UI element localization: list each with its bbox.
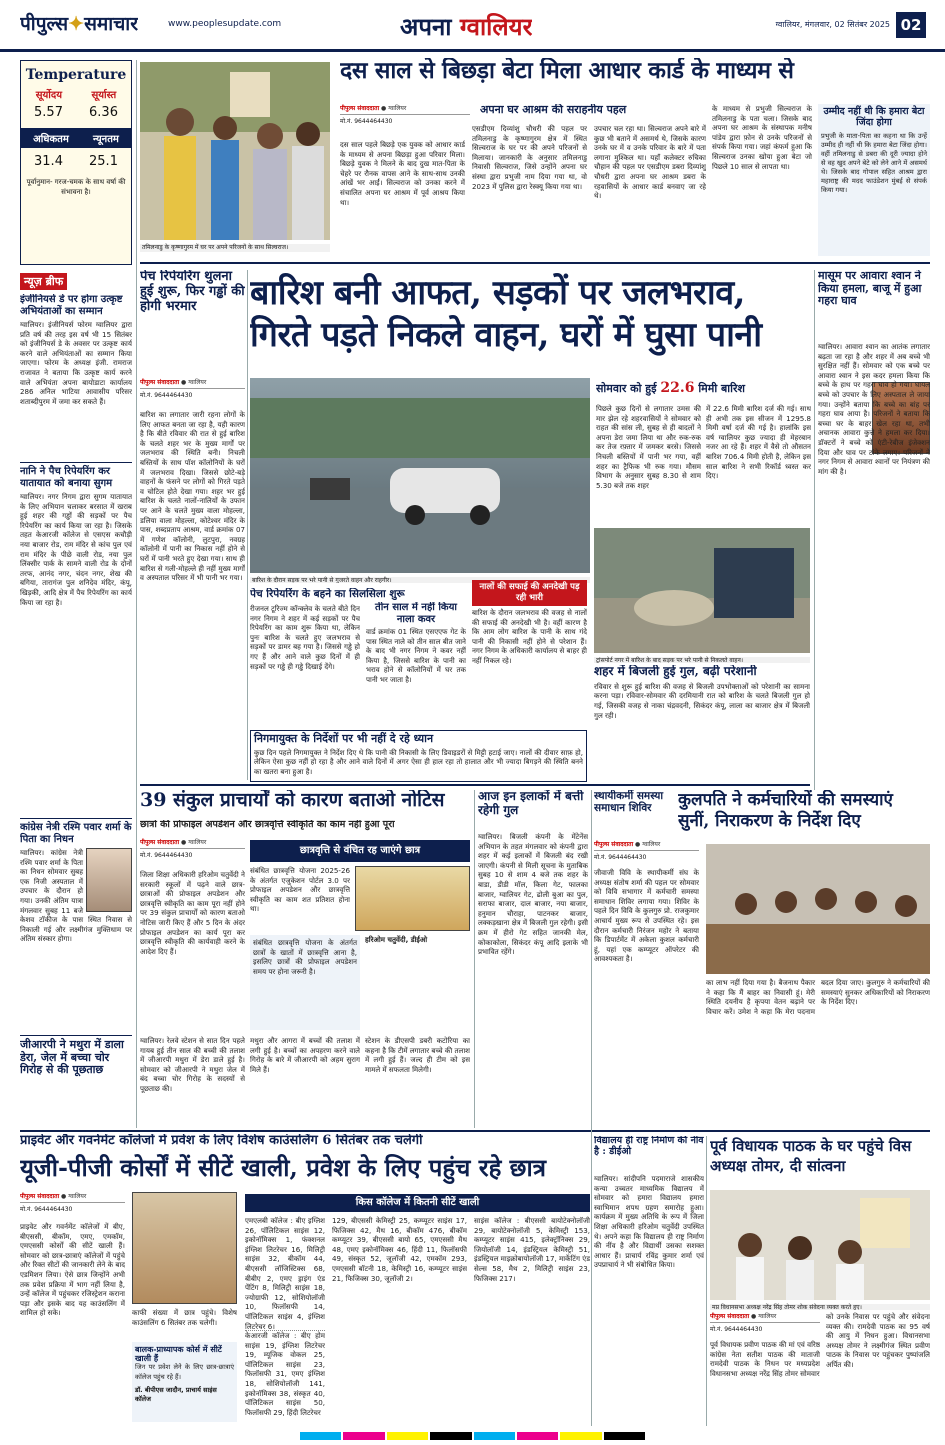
inspect-body: कुछ दिन पहले निगमायुक्त ने निर्देश दिए थे कि पानी की निकासी के लिए डिवाइडरों से मिट्टी हटाई जाए। नालों की दीवार साफ़ हो, लेकिन ऐसा कुछ नहीं हो रहा है और आने वाले दिनों में अगर ऐसा ही हाल रहा तो हालात और भी ज्यादा बिगड़ने की स्थिति बनने का खतरा बना हुआ है। <box>254 747 583 776</box>
notice-head: 39 संकुल प्राचार्यों को कारण बताओ नोटिस <box>140 790 445 811</box>
sunset-time: 6.36 <box>89 105 118 120</box>
lead-side-body: प्रभुजी के माता-पिता का कहना था कि उन्हें उम्मीद ही नहीं थी कि हमारा बेटा जिंदा होगा। वहीं तमिलनाडु से डबरा की दूरी ज्यादा होने से वह खुद अपने बेटे को लेने आने में असमर्थ थे। जिसके बाद गोपाल सहित आश्रम द्वारा महाराष्ट्र की मदद फाउंडेशन मुंबई से संपर्क किया गया। <box>821 131 927 194</box>
min-temp: 25.1 <box>89 154 118 169</box>
rain-col-c-tag: नालों की सफाई की अनदेखी पड़ रही भारी <box>472 580 587 606</box>
col-rule-1 <box>136 60 137 1128</box>
sunset-label: सूर्यास्त <box>91 90 117 101</box>
rain-photo-2 <box>594 528 810 663</box>
lead-sidebar <box>818 104 930 256</box>
divider-3 <box>20 1130 930 1132</box>
college-box-c: 129, बीएससी केमिस्ट्री 25, कम्प्यूटर साइंस 17, फिजिक्स 42, मैथ 16, बीकॉम 476, बीकॉम कम्प्यूटर 39, बीएससी बायो 65, एमएससी मैथ 48, एमए इकोनॉमिक्स 46, हिंदी 11, फिलॉसफी 49, संस्कृत 52, जूलॉजी 42, एमकॉम 293, एमएससी बॉटनी 18, केमिस्ट्री 16, कम्प्यूटर साइंस 21, फिजिक्स 30, जूलॉजी 2। <box>332 1216 467 1283</box>
inspect-head: निगमायुक्त के निर्देशों पर भी नहीं दे रहे ध्यान <box>254 732 434 745</box>
col-rule-5 <box>591 790 592 1426</box>
notice-body: जिला शिक्षा अधिकारी हरिओम चतुर्वेदी ने सरकारी स्कूलों में पढ़ने वाले छात्र-छात्राओं की प्रोफाइल अपडेशन और छात्रवृत्ति स्वीकृति का काम पूरा नहीं होने पर 39 संकुल प्राचार्यों को कारण बताओ नोटिस जारी किए हैं और 5 दिन के अंदर प्रोफाइल अपडेशन का कार्य पूरा कर छात्रवृत्ति स्वीकृति की कार्यवाही करने के आदेश दिए हैं। <box>140 870 245 956</box>
power-box <box>594 665 810 780</box>
lead-mobile: मो.नं. 9644464430 <box>340 118 393 125</box>
college-head: यूजी-पीजी कोर्सों में सीटें खाली, प्रवेश के लिए पहुंच रहे छात्र <box>20 1154 546 1182</box>
camp-mobile: मो.नं. 9644464430 <box>594 854 647 861</box>
condolence-head-wrap <box>710 1136 930 1186</box>
site-url[interactable]: www.peoplesupdate.com <box>168 19 282 29</box>
col-rule-6 <box>706 1136 707 1426</box>
college-quote-by: डॉ. बीपीएस जादौन, प्राचार्य साइंस कॉलेज <box>135 1385 217 1403</box>
notice-ribbon: छात्रवृत्ति से वंचित रह जाएंगे छात्र <box>250 840 470 862</box>
weather-box <box>20 60 132 265</box>
sunrise-label: सूर्योदय <box>35 90 62 101</box>
lead-col-1: दस साल पहले बिछड़े एक युवक को आधार कार्ड के माध्यम से अपना बिछड़ा हुआ परिवार मिला। बिछड़े युवक ने मिलने के बाद दुख मात-पिता के चेहरे पर रौनक वापस आने के साथ-साथ उनकी आंखें भर आईं। सिल्वराज को उनका करने में संचालित अपना घर आश्रम में पूर्व आश्रय किया था। <box>340 140 465 207</box>
college-quote-body: जिन पर प्रवेश लेने के लिए छात्र-छात्राएं कॉलेज पहुंच रहे हैं। <box>135 1363 234 1381</box>
college-byline-city: ग्वालियर <box>68 1193 87 1200</box>
notice-sub-wrap <box>140 820 470 834</box>
condolence-caption: मप्र विधानसभा अध्यक्ष नरेंद्र सिंह तोमर शोक संवेदना व्यक्त करते हुए। <box>710 1304 930 1310</box>
rain-photo-caption: बारिश के दौरान सड़क पर भरे पानी से गुजरते वाहन और राहगीर। <box>250 577 590 583</box>
college-head-wrap <box>20 1154 590 1190</box>
notice-body-2 <box>365 935 470 1030</box>
camp-byline-city: ग्वालियर <box>642 841 661 848</box>
section-title: अपना ग्वालियर <box>400 12 533 41</box>
patch-byline-name: पीपुल्स संवाददाता <box>140 379 180 386</box>
condolence-byline: पीपुल्स संवाददाता ● ग्वालियर मो.नं. 9644464430 <box>710 1312 820 1338</box>
camp-body: जीवाजी विवि के स्थायीकर्मी संघ के अध्यक्ष संतोष शर्मा की पहल पर सोमवार को विवि सभागार में कर्मचारी समस्या समाधान शिविर लगाया गया। शिविर के पहले दिन विवि के कुलगुरु प्रो. राजकुमार आचार्य मुख्य रूप से उपस्थित रहे। इस दौरान कर्मचारी निरंजन महोर ने बताया कि डिपार्टमेंट में अकेला कुशल कर्मचारी हूं, यहां एक कम्प्यूटर ऑपरेटर की आवश्यकता है। <box>594 868 699 964</box>
notice-illustration <box>355 866 470 931</box>
notice-head-wrap <box>140 790 470 818</box>
outage-head-wrap <box>478 790 588 830</box>
college-box-head: किस कॉलेज में कितनी सीटें खाली <box>245 1194 590 1212</box>
patch-byline: पीपुल्स संवाददाता ● ग्वालियर मो.नं. 9644464430 <box>140 378 245 408</box>
college-mobile: मो.नं. 9644464430 <box>20 1206 73 1213</box>
dateline: ग्वालियर, मंगलवार, 02 सितंबर 2025 <box>775 20 890 29</box>
patch-head: पेच रिपेयरिंग थुलना हुई शुरू, फिर गड्ढों की होगी भरमार <box>140 270 245 314</box>
attack-body: ग्वालियर। आवारा श्वान का आतंक लगातार बढ़ता जा रहा है और शहर में अब बच्चे भी सुरक्षित नहीं हैं। सोमवार को एक बच्चे पर आवारा श्वान ने इस कदर हमला किया कि बच्चे के हाथ पर गहरा घाव हो गया। घायल बच्चे को उपचार के लिए अस्पताल ले जाया गया। उन्होंने बताया कि बच्चे का बांह पर गहरा घाव आया है। परिजनों ने बताया कि बच्चा घर के बाहर खेल रहा था, तभी अचानक आवारा कुत्ते ने हमला कर दिया। डॉक्टरों ने बच्चे को एंटी-रेबीज इंजेक्शन दिया और घाव पर टांके लगाए। परिजनों ने नगर निगम से आवारा श्वानों पर नियंत्रण की मांग की है। <box>818 342 930 476</box>
brief-item-1 <box>20 294 132 469</box>
condolence-mobile: मो.नं. 9644464430 <box>710 1326 763 1333</box>
rain-headline: बारिश बनी आफत, सड़कों पर जलभराव, गिरते पड़ते निकले वाहन, घरों में घुसा पानी <box>250 273 762 355</box>
rain-stat-value: 22.6 <box>660 380 695 396</box>
lead-col-3: उपचार चल रहा था। सिल्वराज अपने बारे में कुछ भी बताने में असमर्थ थे, जिसके कारण उनके घर में व उनके परिवार के बारे में पता लगाना मुश्किल था। यहाँ कलेक्टर रुचिका चौहान की पहल पर एसडीएम डबरा दिव्यांशु चौधरी द्वारा अपना घर आश्रम डबरा के रहवासियों के आधार कार्ड बनवाए जा रहे थे। <box>594 124 706 201</box>
college-quote <box>132 1342 237 1422</box>
forecast-text: पूर्वानुमान- गरज-चमक के साथ वर्षा की संभावना है। <box>26 178 126 196</box>
college-col-tail: काफी संख्या में छात्र पहुंचे। विशेष काउंसलिंग 6 सितंबर तक चलेगी। <box>132 1308 237 1327</box>
school-head-wrap <box>594 1136 704 1172</box>
lead-headline-wrap <box>340 58 930 98</box>
rain-photo-image <box>250 378 590 573</box>
brief-4-head: जीआरपी ने मथुरा में डाला डेरा, जेल में बच्चा चोर गिरोह से की पूछताछ <box>20 1038 124 1077</box>
grp-body-1: ग्वालियर। रेलवे स्टेशन से सात दिन पहले गायब हुई तीन साल की बच्ची की तलाश में जीआरपी मथुरा में डेरा डाले हुई है। सोमवार को जीआरपी ने मथुरा जेल में बंद बच्चा चोर गिरोह के सदस्यों से पूछताछ की। <box>140 1036 245 1093</box>
lead-col-4: के माध्यम से प्रभुजी सिल्वराज के तमिलनाडु के पता चला। जिसके बाद अपना घर आश्रम के संस्थापक मनीष पांडेय द्वारा फ़ोन से उनके परिजनों से संपर्क किया गया। जहां कंफर्म हुआ कि सिल्वराज उनका खोया हुआ बेटा जो पिछले 10 साल से लापता था। <box>712 104 812 171</box>
vc-head-wrap <box>678 790 930 840</box>
outage-body: ग्वालियर। बिजली कंपनी के मेंटेनेंस अभियान के तहत मंगलवार को कंपनी द्वारा शहर में कई इलाकों में बिजली बंद रखी जाएगी। कंपनी से मिली सूचना के मुताबिक सुबह 10 से शाम 4 बजे तक शहर के बाडा, डीडी मॉल, किला गेट, फालका बाजार, ग्वालियर गेट, ढोली बुआ का पुल, सराफा बाजार, दाल बाजार, नया बाजार, हनुमान चौराहा, पाटनकर बाजार, लक्कड़खाना क्षेत्र में बिजली गुल रहेगी। इसी क्रम में हीरो गेट सहित जानकी मेल, कोकाकोला, सिकंदर कंपू आदि इलाके भी प्रभावित रहेंगे। <box>478 832 588 957</box>
rain-stat <box>596 380 811 402</box>
rain-col-b <box>366 602 466 724</box>
outage-head: आज इन इलाकों में बत्ती रहेगी गुल <box>478 790 584 817</box>
rain-photo-2-caption: ट्रांसपोर्ट नगर में बारिश के बाद सड़क पर भरे पानी से निकलते वाहन। <box>594 657 810 663</box>
notice-quote-by: हरिओम चतुर्वेदी, डीईओ <box>365 935 428 944</box>
vc-body: का लाभ नहीं दिया गया है। बैजनाथ पैकार ने कहा कि मैं बाहर का निवासी हूं। मेरी स्थिति दयनीय है कृपया वेतन बढ़ाने पर विचार करें। उमेश ने कहा कि मेरा पदनाम बदल दिया जाए। कुलगुरु ने कर्मचारियों की समस्याएं सुनकर अधिकारियों को निराकरण के निर्देश दिए। <box>706 978 930 1016</box>
lead-byline-city: ग्वालियर <box>388 105 407 112</box>
brief-3-head: कांग्रेस नेत्री रश्मि पवार शर्मा के पिता का निधन <box>20 822 132 845</box>
vc-photo-image <box>706 844 930 974</box>
divider-1 <box>140 262 930 264</box>
rain-sub-head: पेच रिपेयरिंग के बहने का सिलसिला शुरू <box>250 588 405 600</box>
condolence-byline-city: ग्वालियर <box>758 1313 777 1320</box>
inspect-box <box>250 730 587 782</box>
rain-col-a: रीजनल टूरिज्म कॉन्क्लेव के चलते बीते दिन नगर निगम ने शहर में कई सड़कों पर पैच रिपेयरिंग का काम शुरू किया था, लेकिन पुनः बारिश के चलते हुए जलभराव से सड़कों पर डामर बह गया है। जिससे गड्ढे हो गए हैं और आने वाले कुछ दिनों में ही सड़कों पर गड्ढे ही गड्ढे दिखाई देंगे। <box>250 604 360 671</box>
notice-byline-name: पीपुल्स संवाददाता <box>140 839 180 846</box>
lead-photo <box>140 62 330 252</box>
max-label: अधिकतम <box>33 134 69 145</box>
college-kicker-wrap <box>20 1134 590 1154</box>
grp-body-2: मथुरा और आगरा में बच्चों की तलाश में लगी हुई है। बच्चों का अपहरण करने वाले गिरोह के बारे में जीआरपी को अहम सुराग मिले हैं। <box>250 1036 360 1074</box>
condolence-photo-image <box>710 1190 930 1300</box>
lead-caption: तमिलनाडु के कृष्णागुरम में घर पर अपने परिजनों के साथ सिल्वराज। <box>140 244 330 252</box>
college-byline-name: पीपुल्स संवाददाता <box>20 1193 60 1200</box>
condolence-photo <box>710 1190 930 1310</box>
college-quote-head: बालक-प्राध्यापक कोर्स में सीटें खाली हैं <box>135 1344 222 1364</box>
rain-stat-pre: सोमवार को हुई <box>596 382 657 395</box>
col-rule-4 <box>474 790 475 1128</box>
rain-col-c <box>472 580 587 726</box>
brief-2-head: नानि ने पैच रिपेयरिंग कर यातायात को बनाया सुगम <box>20 466 113 489</box>
camp-head-wrap <box>594 790 674 840</box>
condolence-head: पूर्व विधायक पाठक के घर पहुंचे विस अध्यक्ष तोमर, दी सांत्वना <box>710 1137 912 1175</box>
sunrise-time: 5.57 <box>34 105 63 120</box>
college-body: प्राइवेट और गवर्नमेंट कॉलेजों में बीए, बीएससी, बीकॉम, एमए, एमकॉम, एमएससी कोर्सों की सीटें खाली हैं। सोमवार को छात्र-छात्राएं कॉलेजों में पहुंचे और रिक्त सीटों की जानकारी लेने के बाद एडमिशन लिया। ऐसे छात्र जिन्होंने अभी तक प्रवेश प्रक्रिया में भाग नहीं लिया है, उन्हें कॉलेज में पहुंचकर रजिस्ट्रेशन कराना पड़ा और इसके बाद यह काउंसलिंग में शामिल हो सके। <box>20 1222 125 1318</box>
brief-item-2 <box>20 462 132 817</box>
condolence-body-2: को उनके निवास पर पहुंचे और संवेदना व्यक्त की। रामदेवी पाठक का 95 वर्ष की आयु में निधन हुआ। विधानसभा अध्यक्ष तोमर ने लक्ष्मीगंज स्थित प्रवीण पाठक के निवास पर पहुंचकर पुष्पांजलि अर्पित की। <box>826 1312 930 1369</box>
rain-stat-body: पिछले कुछ दिनों से लगातार उमस की मार झेल रहे शहरवासियों ने सोमवार को राहत की सांस ली, सुबह से ही बादलों ने अपना डेरा जमा लिया था और रुक-रुक कर तेज रफ़्तार में जमकर बरसे। जिससे निचली बस्तियों में पानी भर गया, वहीं शहर का ट्रैफिक भी रुक गया। मौसम विभाग के अनुसार सुबह 8.30 से शाम 5.30 बजे तक शहर <box>596 404 701 490</box>
college-box-b: केआरजी कॉलेज : बीए होम साइंस 19, इंग्लिश लिटरेचर 19, म्यूजिक वोकल 25, पॉलिटिकल साइंस 23, फिलॉसफी 31, एमए इंग्लिश 18, सोशियोलॉजी 141, इकोनॉमिक्स 38, संस्कृत 40, पॉलिटिकल साइंस 50, फिलॉसफी 29, हिंदी लिटरेचर <box>245 1330 325 1426</box>
brand-logo: पीपुल्स✦समाचार <box>20 13 138 35</box>
rain-stat-body-2: में 22.6 मिमी बारिश दर्ज की गई। साथ ही अभी तक इस सीजन में 1295.8 मिमी वर्षा दर्ज की गई है। हालांकि इस वर्ष ग्वालियर कुछ ज्यादा ही मेहरबान नजर आ रहे हैं। शहर में वैसे तो औसतन बारिश 706.4 मिमी होती है, लेकिन इस साल बारिश ने सभी रिकॉर्ड ध्वस्त कर दिए। <box>706 404 811 481</box>
obit-photo <box>86 848 132 912</box>
lead-photo-image <box>140 62 330 240</box>
rain-sub-head-wrap <box>250 588 460 600</box>
vc-photo <box>706 844 930 974</box>
notice-quote-body: संबंधित छात्रवृत्ति योजना के अंतर्गत छात्रों के खातों में छात्रवृत्ति आना है, इसलिए छात्रों की प्रोफाइल अपडेशन समय पर होना जरूरी है। <box>253 938 357 976</box>
divider-2 <box>140 784 810 786</box>
rain-col-b-body: वार्ड क्रमांक 01 स्थित एसएएफ गेट के पास स्थित नाले को तीन साल बीत जाने के बाद भी नगर निगम ने कवर नहीं किया है, जिससे बारिश के पानी का भराव होने से कॉलोनियों में घर तक पानी भर जाता है। <box>366 627 466 684</box>
power-body: रविवार से शुरू हुई बारिश की वजह से बिजली उपभोक्ताओं को परेशानी का सामना करना पड़ा। रविवार-सोमवार की दरमियानी रात को बारिश के चलते बिजली गुल हो गई, जिसकी वजह से नाका चंद्रवदनी, सिकंदर कंपू, लाला का बाजार क्षेत्र में बिजली गुल रही। <box>594 681 810 720</box>
rain-col-b-head: तीन साल में नहीं किया नाला कवर <box>375 602 457 625</box>
school-head: विद्यालय ही राष्ट्र निर्माण की नींव है : डीईओ <box>594 1136 704 1157</box>
col-rule-3 <box>814 270 815 790</box>
notice-byline-city: ग्वालियर <box>188 839 207 846</box>
brief-2-body: ग्वालियर। नगर निगम द्वारा सुगम यातायात के लिए अभियान चलाकर बरसात में खराब हुई शहर की गड्ढों की सड़कों पर पैच रिपेयरिंग का कार्य किया जा रहा है। जिसके तहत केआरजी कॉलेज से एसएस कचौड़ी नया बाजार रोड, राम मंदिर से कांच पुल एवं राम मंदिर के पीछे वाली रोड, नया पुल लिंक्सीर पार्क के सामने वाली रोड के दोनों तरफ, आनंद नगर, चंदन नगर, शेख की बगिया, तारागंज पुल शनिदेव मंदिर, कंपू, खिड़की, आदि क्षेत्र में पैच रिपेयरिंग का कार्य किया जा रहा है। <box>20 492 132 607</box>
patch-body-1: बारिश का लगातार जारी रहना लोगों के लिए आफत बनता जा रहा है, यही कारण है कि बीते रविवार की रात से हुई बारिश के चलते शहर भर के मुख्य मार्गों पर जलभराव की स्थिति बनी। निचली बस्तियों के साथ पॉश कॉलोनियों के घरों में जलभराव दिखा। जिससे छोटे-बड़े वाहनों के फंसने पर लोगों को गिरते पड़ते व चोटिल होते देखा गया। शहर भर हुई बारिश के चलते नालों-नालियों के उफान पर आने के चलते मुख्य वाला मोहल्ला, डलिया वाला मोहल्ला, कोटेश्वर मंदिर के पास, शब्दप्रताप आश्रम, वार्ड क्रमांक 07 में गणेश कॉलोनी, लुटपुरा, नवग्रह कॉलोनी में पानी का निकास नहीं होने से घरों में पानी भरते हुए देखा गया। साथ ही बारिश से गली-मोहल्ले ही नहीं मुख्य मार्गों व अस्पताल परिसर में भी पानी भर गया। <box>140 410 245 583</box>
color-bar <box>300 1432 645 1440</box>
lead-byline-name: पीपुल्स संवाददाता <box>340 105 380 112</box>
max-temp: 31.4 <box>34 154 63 169</box>
notice-mobile: मो.नं. 9644464430 <box>140 852 193 859</box>
rain-col-c-body: बारिश के दौरान जलभराव की वजह से नालों की सफाई की अनदेखी भी है। वहीं कारण है कि आम लोग बारिश के पानी के साथ गंदे पानी की निकासी नहीं होने से परेशान हैं। नगर निगम के अधिकारी कार्यालय से बाहर ही नहीं निकल रहे। <box>472 608 587 665</box>
brief-item-3 <box>20 818 132 1030</box>
brief-1-body: ग्वालियर। इंजीनियर्स फोरम ग्वालियर द्वारा प्रति वर्ष की तरह इस वर्ष भी 15 सितंबर को इंजीनियर्स डे के अवसर पर उत्कृष्ट कार्य करने वाले अभियंताओं का सम्मान किया जाएगा। फोरम के अध्यक्ष इंजी. रामराज राजावत ने बताया कि उत्कृष्ट कार्य करने वाले अभियंता अपना बायोडाटा कार्यालय 286 अनिल भाटिया आवासीय परिसर शताब्दीपुरम में जमा कर सकते हैं। <box>20 320 132 406</box>
camp-byline-name: पीपुल्स संवाददाता <box>594 841 634 848</box>
attack-head: मासूम पर आवारा श्वान ने किया हमला, बाजू में हुआ गहरा घाव <box>818 270 922 308</box>
lead-subhead: अपना घर आश्रम की सराहनीय पहल <box>480 104 627 116</box>
rain-headline-wrap <box>250 272 810 372</box>
notice-byline: पीपुल्स संवाददाता ● ग्वालियर मो.नं. 9644464430 <box>140 838 245 866</box>
camp-byline: पीपुल्स संवाददाता ● ग्वालियर मो.नं. 9644464430 <box>594 840 699 866</box>
attack-head-wrap <box>818 270 930 340</box>
brief-item-4 <box>20 1035 132 1120</box>
rain-photo <box>250 378 590 583</box>
camp-head: स्थायीकर्मी समस्या समाधान शिविर <box>594 790 664 815</box>
brief-3-body: ग्वालियर। कांग्रेस नेत्री रश्मि पवार शर्मा के पिता का निधन सोमवार सुबह एक निजी अस्पताल में उपचार के दौरान हो गया। उनकी अंतिम यात्रा मंगलवार सुबह 11 बजे केशव टॉकीज के पास स्थित निवास से निकाली गई और लक्ष्मीगंज मुक्तिधाम पर अंतिम संस्कार होगा। <box>20 848 132 944</box>
lead-side-head: उम्मीद नहीं थी कि हमारा बेटा जिंदा होगा <box>823 106 925 128</box>
college-byline: पीपुल्स संवाददाता ● ग्वालियर मो.नं. 9644464430 <box>20 1192 125 1218</box>
notice-sub: छात्रों की प्रोफाइल अपडेशन और छात्रवृत्ति स्वीकृति का काम नहीं हुआ पूरा <box>140 820 395 830</box>
grp-body-3: स्टेशन के डीएसपी डबरी कटोरिया का कहना है कि टीमें लगातार बच्चे की तलाश में लगी हुई हैं। जल्द ही टीम को इस मामले में सफलता मिलेगी। <box>365 1036 470 1074</box>
notice-box-text: संबंधित छात्रवृत्ति योजना 2025-26 के अंतर्गत एजुकेशन पोर्टल 3.0 पर प्रोफाइल अपडेशन और छात्रवृत्ति स्वीकृति का काम शत प्रतिशत होना था। <box>250 866 350 914</box>
college-photo <box>132 1192 237 1304</box>
college-box-a: एमएलबी कॉलेज : बीए इग्लिश 26, पॉलिटिकल साइंस 12, इकोनॉमिक्स 1, फंक्शनल इंग्लिश लिटरेचर 16, मिलिट्री साइंस 32, बीकॉम 44, बीएससी लॉजिस्टिक्स 68, बीबीए 2, एमए ड्राइंग एंड पेंटिंग 8, मिलिट्री साइंस 18, ज्योग्राफी 12, सोशियोलॉजी 10, फिलॉसफी 14, पॉलिटिकल साइंस 4, इंग्लिश लिटरेचर 6। <box>245 1216 325 1331</box>
lead-subhead-wrap <box>480 104 700 122</box>
notice-quote <box>250 935 360 1030</box>
min-label: न्यूनतम <box>92 134 119 145</box>
patch-head-wrap <box>140 270 245 370</box>
college-box-d: साइंस कॉलेज : बीएससी बायोटेक्नोलॉजी 29, बायोटेक्नोलॉजी 5, केमिस्ट्री 153, कम्प्यूटर साइंस 415, इलेक्ट्रॉनिक्स 29, जियोलॉजी 14, इंडस्ट्रियल केमिस्ट्री 51, इंडस्ट्रियल माइक्रोबायोलॉजी 17, मार्केटिंग एंड सेल्स 58, मैथ 2, मिलिट्री साइंस 23, फिजिक्स 217। <box>474 1216 590 1283</box>
condolence-body: पूर्व विधायक प्रवीण पाठक की मां एवं वरिष्ठ कांग्रेस नेता सतीश पाठक की माताजी रामदेवी पाठक के निधन पर मध्यप्रदेश विधानसभा अध्यक्ष नरेंद्र सिंह तोमर सोमवार <box>710 1340 820 1378</box>
lead-byline: पीपुल्स संवाददाता ● ग्वालियर मो.नं. 9644464430 <box>340 104 470 139</box>
school-body: ग्वालियर। सांदीपनि पदमाराजे शासकीय कन्या उच्चतर माध्यमिक विद्यालय में सोमवार को हमारा विद्यालय हमारा स्वाभिमान शपथ ग्रहण समारोह हुआ। कार्यक्रम में मुख्य अतिथि के रूप में जिला शिक्षा अधिकारी हरिओम चतुर्वेदी उपस्थित थे। अपने कहा कि विद्यालय ही राष्ट्र निर्माण की नींव है और विद्यार्थी उसका सशक्त आधार हैं। प्राचार्य रविंद्र कुमार शर्मा एवं उपप्राचार्य ने भी संबोधित किया। <box>594 1174 704 1270</box>
college-kicker: प्राइवेट और गवर्नमेंट कॉलेजों में प्रवेश के लिए विशेष काउंसलिंग 6 सितंबर तक चलेगी <box>20 1134 423 1148</box>
brief-1-head: इंजीनियर्स डे पर होगा उत्कृष्ट अभियंताओं का सम्मान <box>20 294 123 317</box>
condolence-byline-name: पीपुल्स संवाददाता <box>710 1313 750 1320</box>
weather-title: Temperature <box>25 67 127 83</box>
rain-photo-2-image <box>594 528 810 653</box>
power-head: शहर में बिजली हुई गुल, बढ़ी परेशानी <box>594 665 757 678</box>
brief-label: न्यूज़ ब्रीफ <box>20 273 67 290</box>
lead-col-2: एसडीएम दिव्यांशु चौधरी की पहल पर तमिलनाडु के कृष्णागुरम क्षेत्र में स्थित सिल्वराज के घर पर की अपने परिजनों से मिलाया। जानकारी के अनुसार तमिलनाडु निवासी सिल्वराज, जिसे उन्होंने अपना घर संस्था द्वारा प्रभुजी नाम दिया गया था, वो 2023 में पुलिस द्वारा रेस्क्यू किया गया था। <box>472 124 587 191</box>
patch-mobile: मो.नं. 9644464430 <box>140 392 193 399</box>
patch-byline-city: ग्वालियर <box>188 379 207 386</box>
masthead <box>0 0 945 52</box>
rain-stat-post: मिमी बारिश <box>698 382 745 395</box>
lead-headline: दस साल से बिछड़ा बेटा मिला आधार कार्ड के माध्यम से <box>340 58 794 84</box>
page-number: 02 <box>896 12 926 38</box>
col-rule-2 <box>247 270 248 780</box>
vc-head: कुलपति ने कर्मचारियों की समस्याएं सुनीं, निराकरण के निर्देश दिए <box>678 790 893 831</box>
